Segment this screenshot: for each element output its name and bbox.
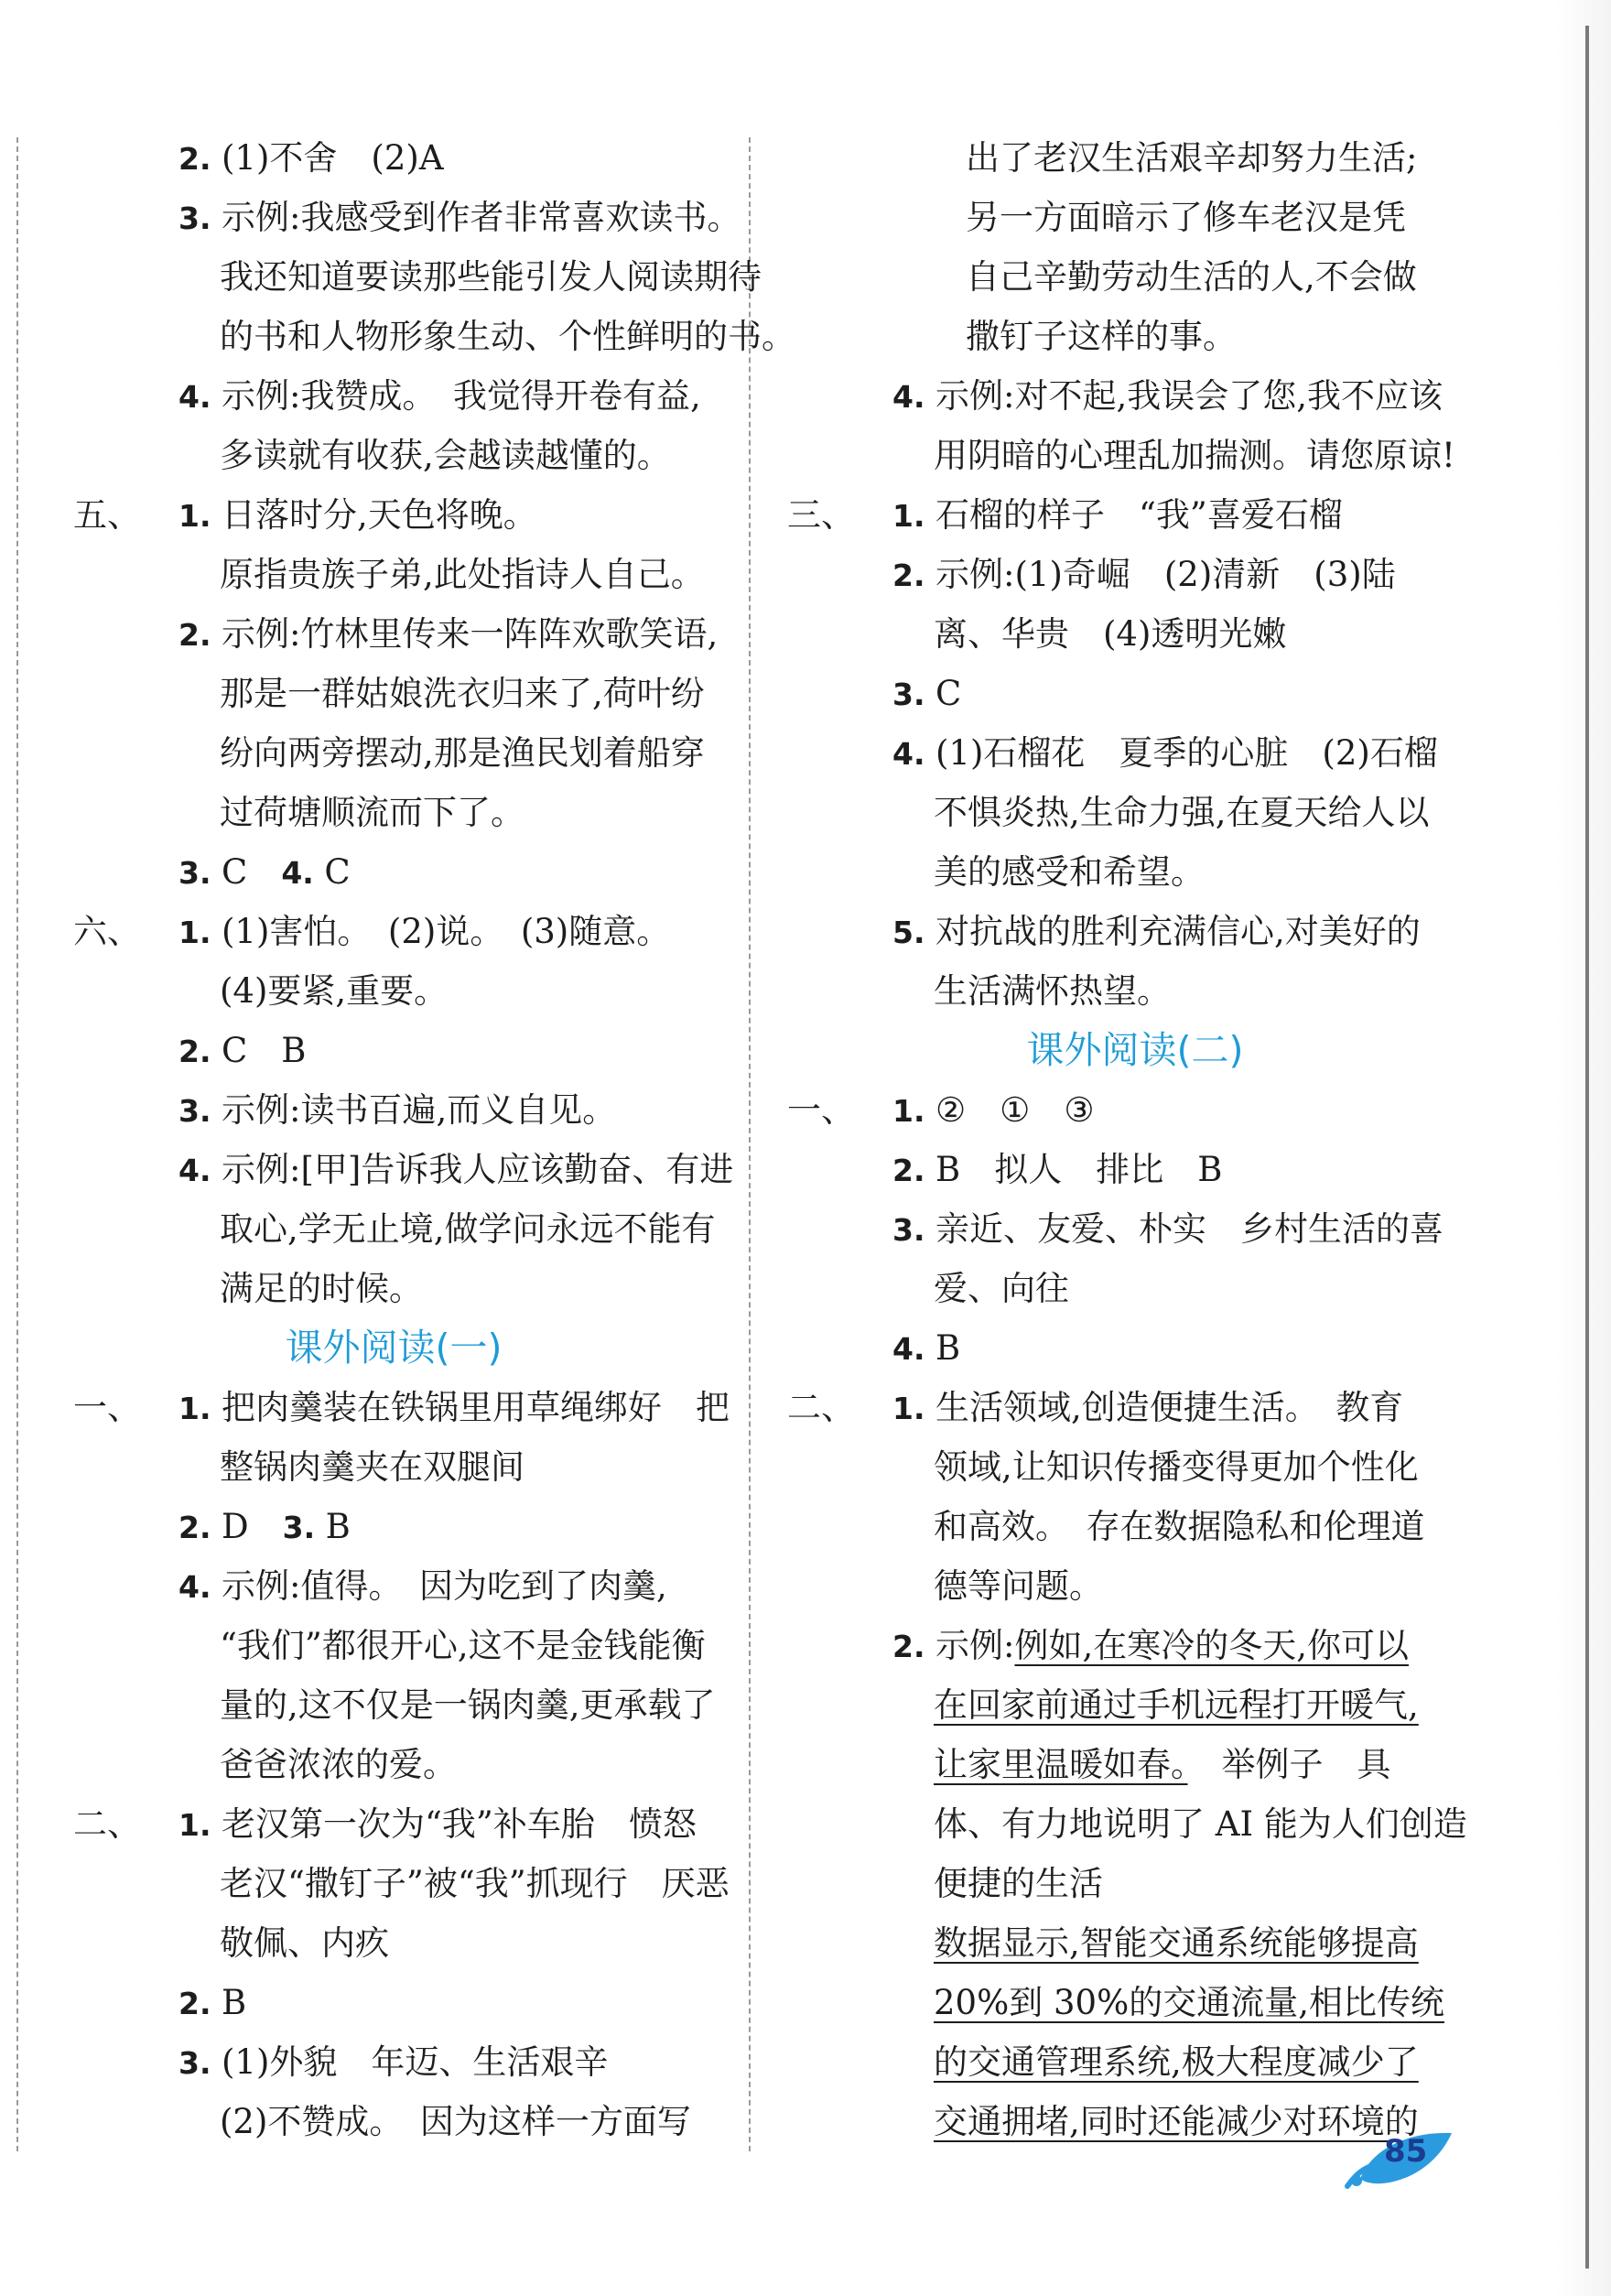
answer-text: C [935, 674, 962, 713]
question-number: 1. [892, 1093, 935, 1129]
answer-text: 德等问题。 [934, 1566, 1103, 1606]
answer-line [787, 1794, 1483, 1854]
answer-line [73, 1556, 714, 1616]
answer-line [73, 961, 714, 1021]
answer-line [73, 307, 795, 366]
question-number: 2. [178, 617, 222, 653]
question-number: 4. [892, 1331, 935, 1367]
answer-line [73, 902, 714, 961]
answer-text: C [324, 852, 351, 892]
question-number: 1. [178, 498, 222, 534]
answer-line [73, 1199, 714, 1259]
answer-line [787, 1854, 1483, 1913]
answer-line [787, 366, 1483, 426]
question-number: 3. [178, 1093, 222, 1129]
answer-text: B [935, 1328, 961, 1368]
underlined-answer-text: 数据显示,智能交通系统能够提高 [934, 1923, 1419, 1963]
question-number: 2. [178, 1034, 222, 1069]
section-marker: 二、 [787, 1388, 855, 1427]
answer-text: 不惧炎热,生命力强,在夏天给人以 [934, 793, 1430, 832]
answer-line [73, 842, 714, 902]
answer-text: 对抗战的胜利充满信心,对美好的 [935, 912, 1421, 951]
answer-text: 过荷塘顺流而下了。 [220, 793, 524, 832]
page-edge-line [1585, 26, 1589, 2269]
answer-text: 示例:我赞成。 我觉得开卷有益, [222, 376, 701, 416]
answer-line [73, 1794, 714, 1854]
answer-line [787, 1259, 1483, 1318]
answer-line [73, 2032, 714, 2092]
question-number: 2. [892, 1629, 935, 1664]
answer-text: 示例:我感受到作者非常喜欢读书。 [222, 198, 741, 237]
answer-line [787, 1140, 1483, 1199]
answer-text: 爸爸浓浓的爱。 [220, 1745, 457, 1784]
answer-text: C [222, 852, 282, 892]
section-marker: 二、 [73, 1804, 141, 1844]
answer-text: 撒钉子这样的事。 [966, 317, 1237, 356]
answer-line [73, 664, 714, 723]
answer-line [787, 1913, 1483, 1973]
answer-text: 我还知道要读那些能引发人阅读期待 [220, 257, 762, 297]
answer-line [73, 604, 719, 664]
answer-text: (4)要紧,重要。 [220, 971, 449, 1011]
answer-text: 老汉第一次为“我”补车胎 愤怒 [222, 1804, 697, 1844]
answer-text: 示例:值得。 因为吃到了肉羹, [222, 1566, 667, 1606]
question-number: 3. [178, 855, 222, 891]
answer-text: 举例子 具 [1187, 1745, 1391, 1784]
question-number: 4. [892, 379, 935, 415]
answer-text: 多读就有收获,会越读越懂的。 [220, 436, 671, 475]
answer-line [73, 426, 714, 485]
answer-text: 取心,学无止境,做学问永远不能有 [220, 1209, 716, 1249]
answer-text: 那是一群姑娘洗衣归来了,荷叶纷 [220, 674, 705, 713]
underlined-answer-text: 在回家前通过手机远程打开暖气, [934, 1685, 1419, 1725]
underlined-answer-text: 的交通管理系统,极大程度减少了 [934, 2042, 1419, 2082]
answer-text: 整锅肉羹夹在双腿间 [220, 1447, 524, 1487]
answer-line [73, 545, 714, 604]
answer-line [787, 1973, 1483, 2032]
answer-text: 示例:竹林里传来一阵阵欢歌笑语, [222, 614, 719, 654]
underlined-answer-text: 20%到 30%的交通流量,相比传统 [934, 1983, 1444, 2022]
answer-text: 纷向两旁摆动,那是渔民划着船穿 [220, 733, 705, 773]
underlined-answer-text: 例如,在寒冷的冬天,你可以 [1014, 1626, 1409, 1665]
answer-line [73, 1973, 714, 2032]
question-number: 2. [892, 1153, 935, 1188]
answer-line [73, 128, 714, 188]
answer-text: 满足的时候。 [220, 1269, 423, 1308]
answer-line [787, 1735, 1483, 1794]
answer-text: 的书和人物形象生动、个性鲜明的书。 [220, 317, 795, 356]
answer-text: 日落时分,天色将晚。 [222, 495, 537, 535]
answer-line [787, 128, 1483, 188]
answer-text: “我们”都很开心,这不是金钱能衡 [220, 1626, 706, 1665]
answer-text: 亲近、友爱、朴实 乡村生活的喜 [935, 1209, 1443, 1249]
answer-line [73, 1080, 714, 1140]
section-marker: 一、 [73, 1388, 141, 1427]
column-divider-left-margin [16, 137, 18, 2151]
answer-text: C B [222, 1031, 307, 1070]
answer-text: 和高效。 存在数据隐私和伦理道 [934, 1507, 1425, 1546]
answer-line [787, 247, 1483, 307]
answer-line [787, 1080, 1483, 1140]
answer-line [787, 1318, 1483, 1378]
answer-text: 美的感受和希望。 [934, 852, 1205, 892]
answer-line [787, 1616, 1483, 1675]
question-number: 1. [178, 1391, 222, 1426]
question-number: 4. [892, 736, 935, 772]
answer-line [787, 842, 1483, 902]
section-heading: 课外阅读(二) [1026, 1028, 1244, 1072]
answer-text: 领域,让知识传播变得更加个性化 [934, 1447, 1419, 1487]
answer-line [787, 961, 1483, 1021]
answer-text: B [222, 1983, 247, 2022]
question-number: 2. [892, 558, 935, 593]
section-heading: 课外阅读(一) [285, 1326, 503, 1370]
answer-line [787, 1437, 1483, 1497]
answer-text: (1)害怕。 (2)说。 (3)随意。 [222, 912, 671, 951]
answer-line [73, 485, 714, 545]
page-number: 85 [1384, 2133, 1428, 2170]
question-number: 1. [892, 498, 935, 534]
answer-column-left [73, 128, 795, 2151]
answer-line [73, 1675, 714, 1735]
question-number: 4. [178, 1569, 222, 1605]
answer-line [73, 1913, 714, 1973]
question-number: 1. [892, 1391, 935, 1426]
question-number: 1. [178, 1807, 222, 1843]
answer-text: 离、华贵 (4)透明光嫩 [934, 614, 1287, 654]
answer-line [73, 1854, 730, 1913]
answer-line [787, 723, 1483, 783]
answer-line [73, 1497, 714, 1556]
question-number: 2. [178, 1986, 222, 2021]
answer-column-right [787, 128, 1483, 2151]
section-marker: 三、 [787, 495, 855, 535]
answer-line [787, 1556, 1483, 1616]
page-edge-shadow [1556, 0, 1611, 2296]
answer-line [787, 604, 1483, 664]
answer-line [787, 1378, 1483, 1437]
answer-line [73, 366, 714, 426]
answer-text: B 拟人 排比 B [935, 1150, 1223, 1189]
answer-text: 示例:对不起,我误会了您,我不应该 [935, 376, 1443, 416]
question-number: 3. [178, 2045, 222, 2081]
answer-line [73, 2092, 714, 2151]
answer-text: (1)外貌 年迈、生活艰辛 [222, 2042, 609, 2082]
question-number: 1. [178, 915, 222, 950]
answer-line [787, 188, 1483, 247]
answer-text: 敬佩、内疚 [220, 1923, 389, 1963]
answer-text: 示例:(1)奇崛 (2)清新 (3)陆 [935, 555, 1396, 594]
answer-text: 爱、向往 [934, 1269, 1069, 1308]
answer-text: 另一方面暗示了修车老汉是凭 [966, 198, 1406, 237]
answer-line [73, 247, 762, 307]
answer-text: 体、有力地说明了 AI 能为人们创造 [934, 1804, 1467, 1844]
question-number: 3. [282, 1510, 326, 1545]
question-number: 4. [178, 1153, 222, 1188]
question-number: 3. [892, 1212, 935, 1248]
answer-text: 生活领域,创造便捷生活。 教育 [935, 1388, 1404, 1427]
answer-text: 量的,这不仅是一锅肉羹,更承载了 [220, 1685, 716, 1725]
answer-line [787, 1675, 1483, 1735]
column-divider-center [749, 137, 751, 2151]
answer-text: 便捷的生活 [934, 1864, 1103, 1903]
answer-text: B [325, 1507, 351, 1546]
answer-line [787, 1497, 1483, 1556]
section-marker: 五、 [73, 495, 141, 535]
answer-text: (1)石榴花 夏季的心脏 (2)石榴 [935, 733, 1438, 773]
answer-text: 示例:[甲]告诉我人应该勤奋、有进 [222, 1150, 734, 1189]
question-number: 3. [892, 677, 935, 712]
answer-text: 示例: [935, 1626, 1015, 1665]
answer-text: 把肉羹装在铁锅里用草绳绑好 把 [222, 1388, 730, 1427]
answer-text: 出了老汉生活艰辛却努力生活; [966, 138, 1418, 178]
answer-line [73, 1437, 714, 1497]
answer-line [73, 1259, 714, 1318]
answer-text: 生活满怀热望。 [934, 971, 1171, 1011]
answer-line [73, 1021, 714, 1080]
answer-line [73, 723, 714, 783]
answer-text: 石榴的样子 “我”喜爱石榴 [935, 495, 1343, 535]
answer-line [73, 1616, 714, 1675]
answer-text: (2)不赞成。 因为这样一方面写 [220, 2102, 691, 2141]
answer-line [787, 2032, 1483, 2092]
question-number: 5. [892, 915, 935, 950]
answer-text: 自己辛勤劳动生活的人,不会做 [966, 257, 1417, 297]
question-number: 3. [178, 200, 222, 236]
answer-line [73, 1735, 714, 1794]
answer-line [73, 188, 741, 247]
question-number: 4. [281, 855, 325, 891]
underlined-answer-text: 让家里温暖如春。 [934, 1745, 1188, 1784]
question-number: 2. [178, 1510, 222, 1545]
answer-line [787, 485, 1483, 545]
answer-text: 示例:读书百遍,而义自见。 [222, 1090, 617, 1130]
answer-line [73, 1378, 730, 1437]
answer-text: 原指贵族子弟,此处指诗人自己。 [220, 555, 705, 594]
answer-line [787, 1199, 1483, 1259]
answer-text: (1)不舍 (2)A [222, 138, 444, 178]
answer-text: 用阴暗的心理乱加揣测。请您原谅! [934, 436, 1455, 475]
question-number: 4. [178, 379, 222, 415]
section-marker: 一、 [787, 1090, 855, 1130]
underlined-answer-text: 交通拥堵,同时还能减少对环境的 [934, 2102, 1419, 2141]
answer-text: D [222, 1507, 283, 1546]
answer-line [787, 902, 1483, 961]
answer-text: 老汉“撒钉子”被“我”抓现行 厌恶 [220, 1864, 730, 1903]
question-number: 2. [178, 141, 222, 177]
answer-line [787, 307, 1483, 366]
answer-line [787, 545, 1483, 604]
answer-line [787, 783, 1483, 842]
answer-line [787, 426, 1483, 485]
answer-line [787, 664, 1483, 723]
answer-text: ② ① ③ [935, 1090, 1095, 1130]
section-marker: 六、 [73, 912, 141, 951]
answer-line [73, 783, 714, 842]
answer-line [73, 1140, 734, 1199]
